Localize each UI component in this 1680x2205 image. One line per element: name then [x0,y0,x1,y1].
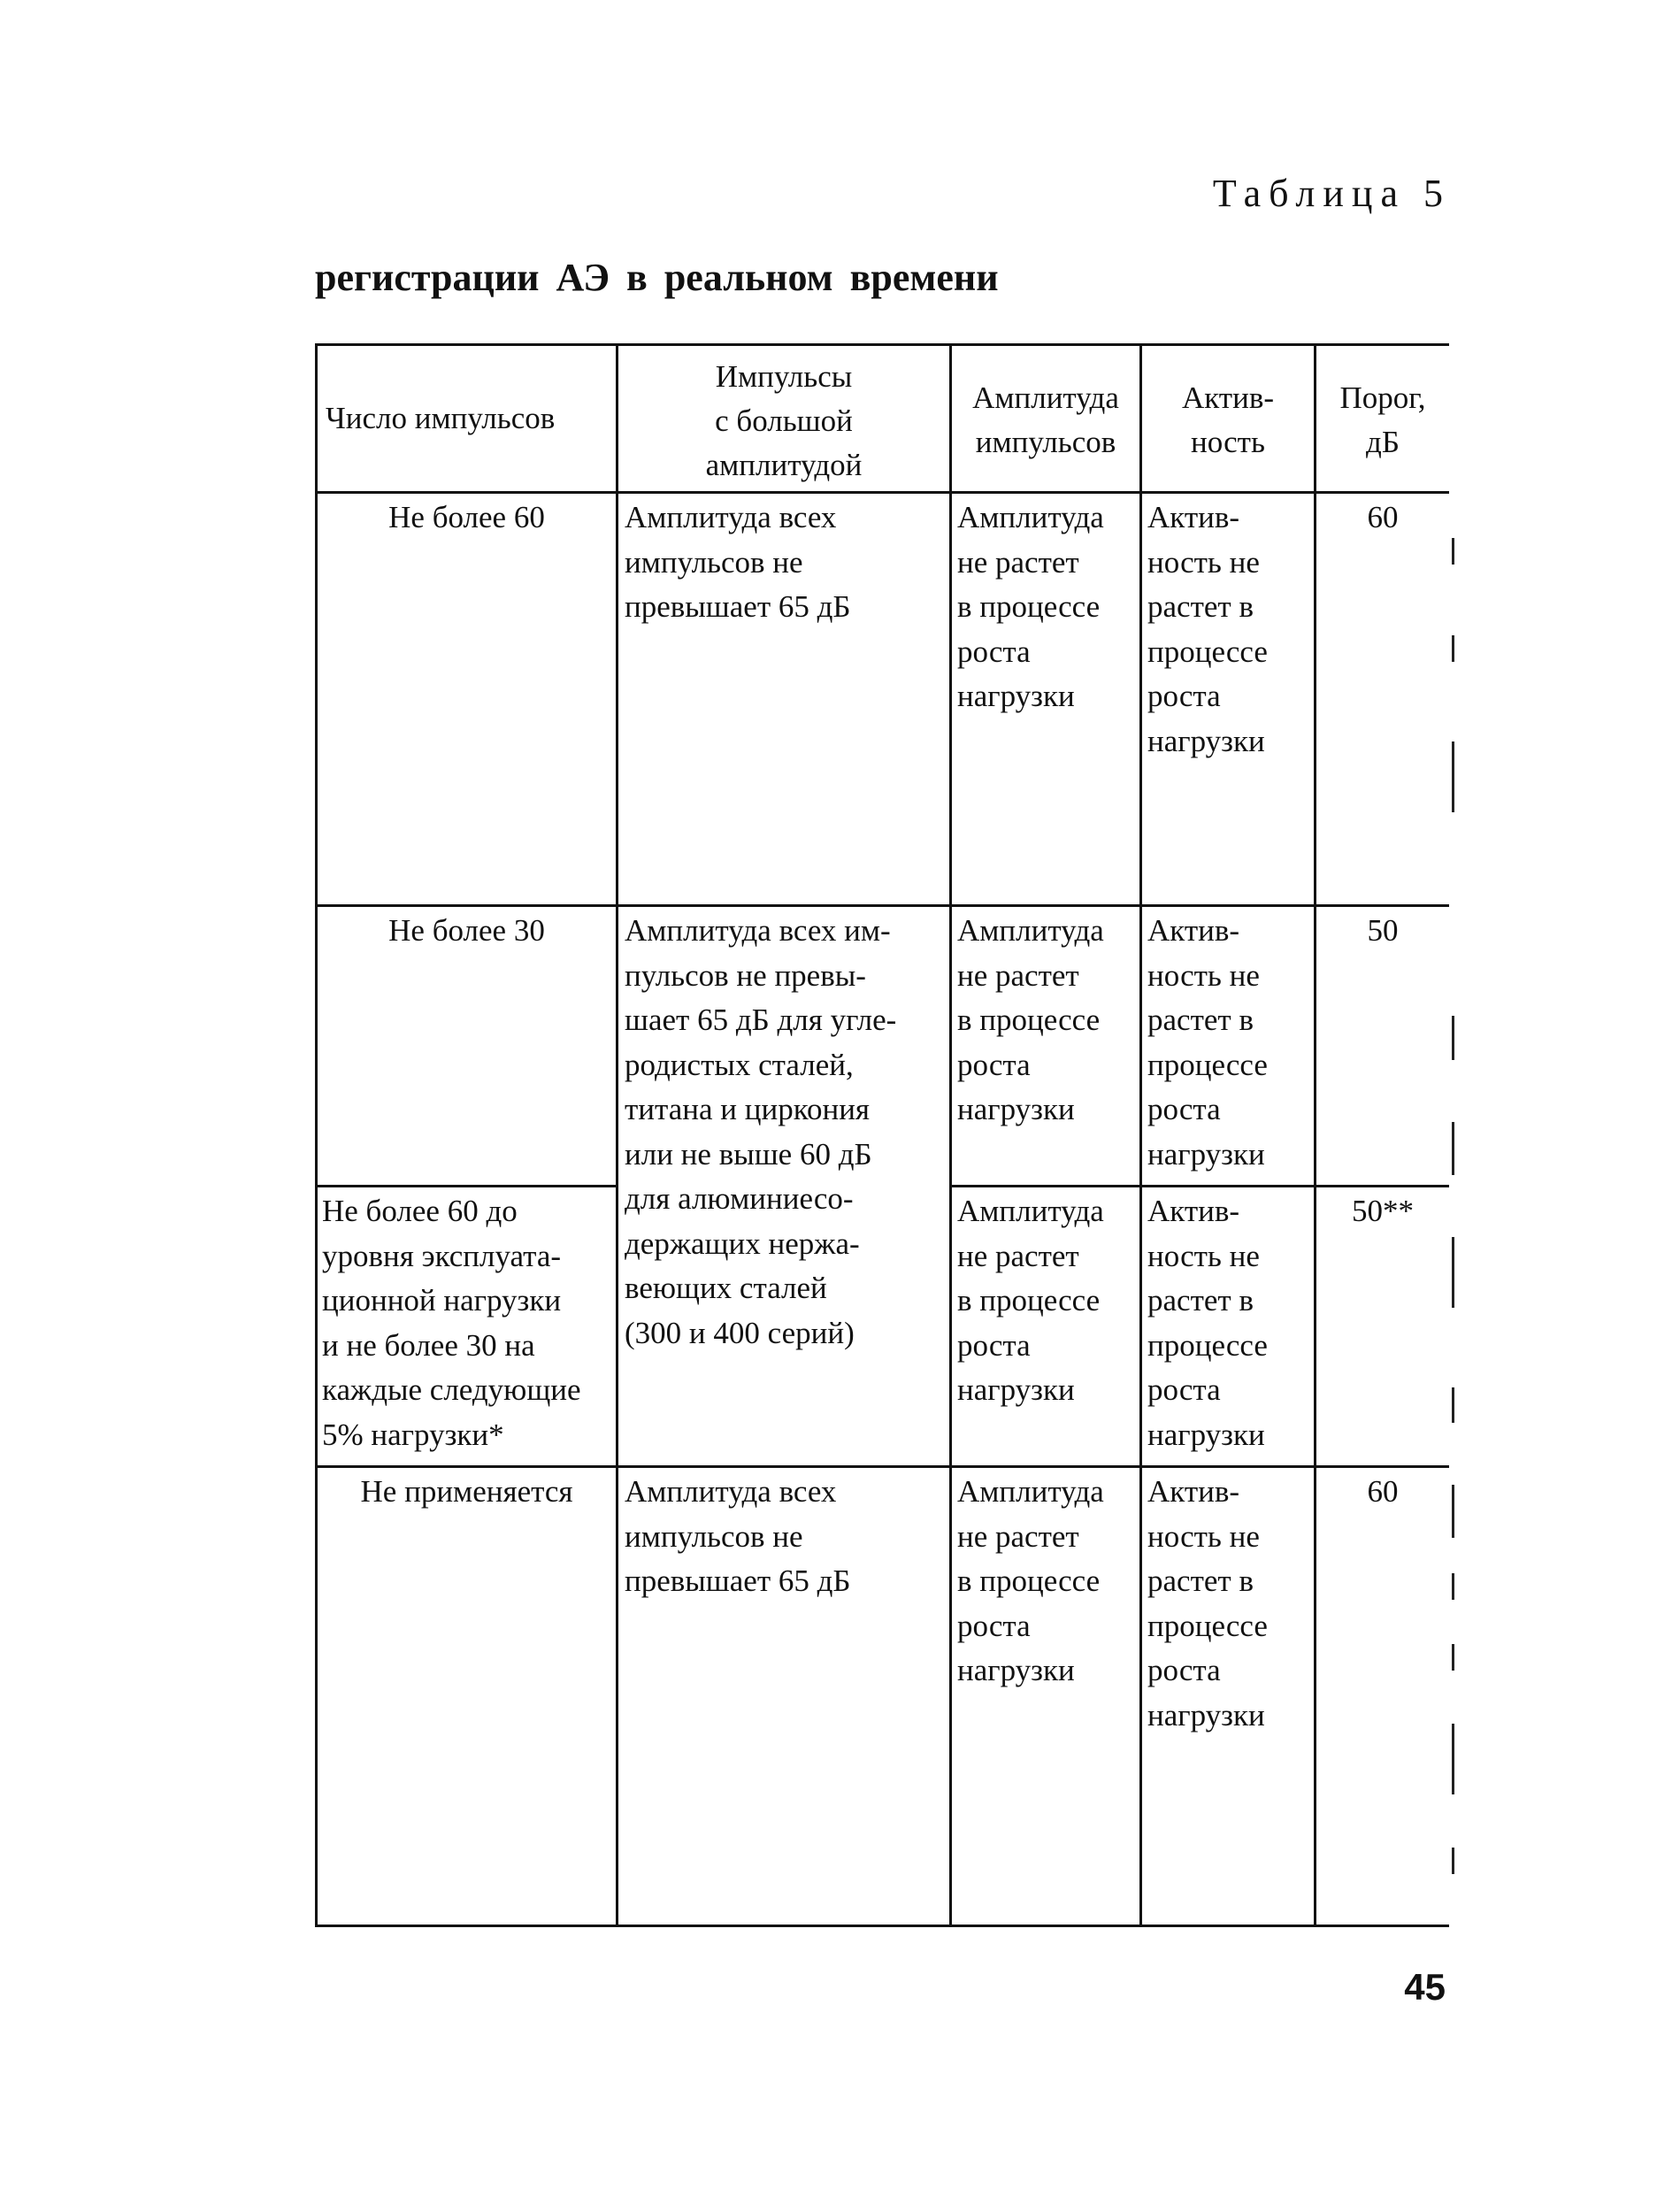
table-rule-bottom [315,1925,1449,1927]
row4-count: Не применяется [360,1474,573,1509]
table-rule-row2-right [951,1185,1449,1187]
table-rule-row1 [315,904,1449,907]
table-rule-left [315,343,318,1927]
row1-count: Не более 60 [388,500,545,534]
row1-large: Амплитуда всех импульсов не превышает 65 дБ [625,500,851,624]
row4-threshold: 60 [1367,1474,1399,1509]
right-edge-mark [1452,1122,1454,1175]
data-table [315,343,1465,1927]
right-edge-mark [1452,1644,1454,1671]
table-caption: Таблица 5 [1212,172,1451,215]
row3-count: Не более 60 до уровня эксплуата- ционной нагрузки и не более 30 на каждые следующие 5% нагрузки* [322,1194,581,1452]
table-rule-row3 [315,1465,1449,1468]
row1-activity: Актив- ность не растет в процессе роста нагрузки [1147,500,1268,758]
header-threshold: Порог, дБ [1339,380,1426,459]
table-rule-col2 [949,343,952,1927]
header-large-impulses: Импульсы с большой амплитудой [705,359,863,482]
right-edge-mark [1452,538,1454,565]
table-rule-row2-left [315,1185,618,1187]
row2-count: Не более 30 [388,913,545,948]
right-edge-mark [1452,1573,1454,1600]
right-edge-mark [1452,1237,1454,1308]
table-title: регистрации АЭ в реальном времени [315,256,999,299]
table-rule-col1 [616,343,618,1927]
row3-threshold: 50** [1352,1194,1414,1228]
row2-amplitude: Амплитуда не растет в процессе роста нагрузки [957,913,1104,1126]
row4-activity: Актив- ность не растет в процессе роста нагрузки [1147,1474,1268,1732]
row1-threshold: 60 [1367,500,1399,534]
right-edge-mark [1452,1485,1454,1538]
right-edge-mark [1452,1016,1454,1060]
header-activity: Актив- ность [1181,380,1275,459]
row2-activity: Актив- ность не растет в процессе роста нагрузки [1147,913,1268,1172]
page-number: 45 [1404,1966,1446,2008]
right-edge-mark [1452,741,1454,812]
row1-amplitude: Амплитуда не растет в процессе роста нагрузки [957,500,1104,713]
right-edge-mark [1452,1387,1454,1423]
table-rule-col3 [1139,343,1142,1927]
right-edge-mark [1452,635,1454,662]
header-amplitude: Амплитуда импульсов [972,380,1119,459]
right-edge-mark [1452,1724,1454,1794]
right-edge-mark [1452,1848,1454,1874]
row4-large: Амплитуда всех импульсов не превышает 65 дБ [625,1474,851,1598]
row3-activity: Актив- ность не растет в процессе роста нагрузки [1147,1194,1268,1452]
row2-threshold: 50 [1367,913,1399,948]
table-rule-col4 [1314,343,1316,1927]
merged-large-cell: Амплитуда всех им- пульсов не превы- шает 65 дБ для угле- родистых сталей, титана и циркония или не выше 60 дБ для алюминиесо- держащих нержа- веющих сталей (300 и 400 серий) [625,913,897,1350]
table-rule-top [315,343,1449,346]
table-rule-header [315,491,1449,494]
header-count: Число импульсов [326,401,556,435]
row4-amplitude: Амплитуда не растет в процессе роста нагрузки [957,1474,1104,1687]
row3-amplitude: Амплитуда не растет в процессе роста нагрузки [957,1194,1104,1407]
